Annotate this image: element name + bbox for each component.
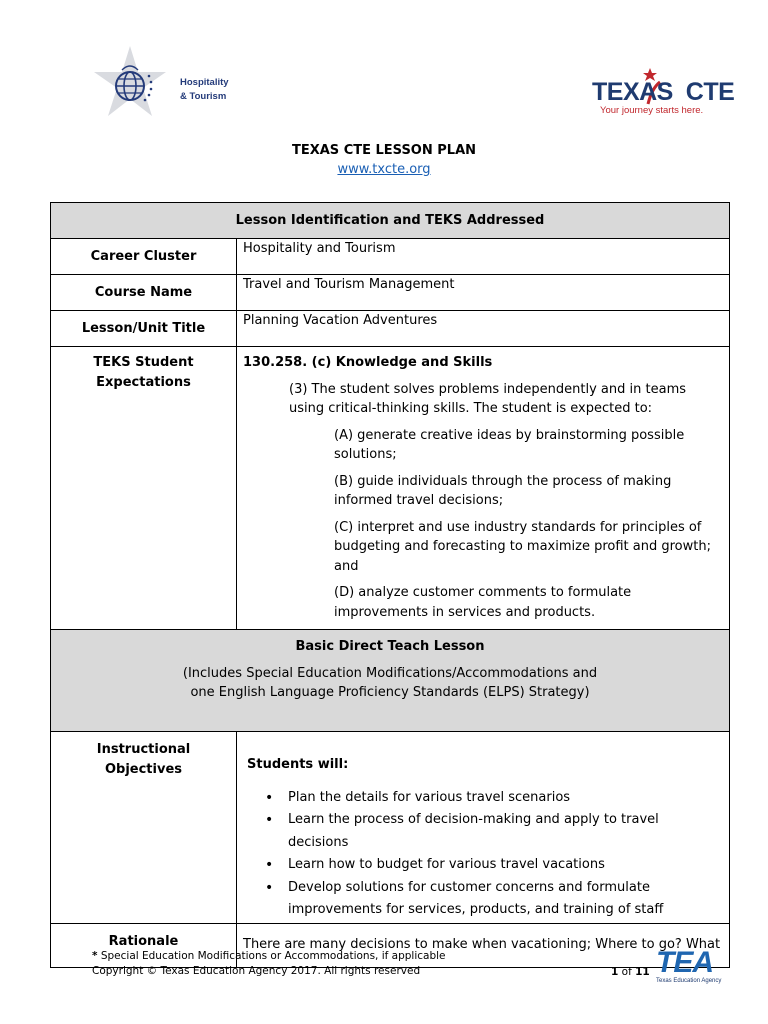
list-item: • Learn the process of decision-making and apply to travel decisions — [288, 809, 723, 854]
section-header-direct-teach — [51, 630, 730, 732]
page-title: TEXAS CTE LESSON PLAN — [291, 143, 477, 158]
objectives-intro: Students will: — [247, 757, 349, 772]
list-item: • Develop solutions for customer concerns and formulate improvements for services, products, and training of staff — [288, 877, 723, 922]
table-row — [51, 311, 730, 347]
table-row — [51, 347, 730, 630]
tea-logo — [656, 948, 722, 988]
list-item: • Plan the details for various travel scenarios — [288, 787, 723, 810]
career-cluster-value: Hospitality and Tourism — [237, 239, 730, 275]
tea-logo-word: TEA — [656, 946, 713, 979]
course-name-value: Travel and Tourism Management — [237, 275, 730, 311]
rationale-value: There are many decisions to make when vacationing; Where to go? What — [237, 923, 730, 967]
lesson-title-value: Planning Vacation Adventures — [237, 311, 730, 347]
page-current: 1 — [611, 966, 619, 978]
footer-note — [92, 950, 446, 962]
lesson-plan-table — [50, 202, 730, 968]
section-subtitle-line2: one English Language Proficiency Standards (ELPS) Strategy) — [190, 685, 590, 700]
hospitality-tourism-logo — [92, 44, 232, 126]
texas-cte-logo — [590, 68, 735, 120]
footer-copyright: Copyright © Texas Education Agency 2017. All rights reserved — [92, 965, 421, 977]
teks-heading: 130.258. (c) Knowledge and Skills — [243, 355, 493, 370]
table-row — [51, 239, 730, 275]
logo-word-texas: TEXAS — [592, 78, 673, 106]
teks-label-line2: Expectations — [96, 374, 191, 390]
list-item: • Learn how to budget for various travel vacations — [288, 854, 723, 877]
page-number — [611, 966, 650, 978]
teks-item-c: (C) interpret and use industry standards for principles of budgeting and forecasting to maximize profit and growth; and — [334, 519, 711, 574]
section-header-row — [51, 203, 730, 239]
website-link[interactable]: www.txcte.org — [337, 162, 431, 177]
teks-item-b: (B) guide individuals through the process of making informed travel decisions; — [334, 473, 672, 508]
logo-tagline: Your journey starts here. — [600, 105, 704, 116]
globe-star-icon — [92, 44, 176, 126]
course-name-label: Course Name — [51, 275, 237, 311]
lesson-title-label: Lesson/Unit Title — [51, 311, 237, 347]
career-cluster-label: Career Cluster — [51, 239, 237, 275]
teks-standard: (3) The student solves problems independently and in teams using critical-thinking skills. The student is expected to: — [289, 381, 687, 416]
table-row — [51, 275, 730, 311]
teks-item-a: (A) generate creative ideas by brainstorming possible solutions; — [334, 427, 685, 462]
objectives-content — [237, 732, 730, 924]
section-subtitle-line1: (Includes Special Education Modifications/Accommodations and — [182, 665, 598, 681]
teks-item-d: (D) analyze customer comments to formulate improvements in services and products. — [334, 585, 632, 620]
footer-asterisk: * — [92, 950, 98, 962]
section-header-identification: Lesson Identification and TEKS Addressed — [51, 203, 730, 239]
page-of: of — [618, 966, 636, 978]
page-total: 11 — [635, 966, 650, 978]
objectives-label: Instructional Objectives — [51, 732, 237, 924]
logo-line-tourism: & Tourism — [180, 91, 227, 102]
teks-label-line1: TEKS Student — [93, 355, 194, 370]
objectives-list — [243, 787, 723, 922]
section-header-row — [51, 630, 730, 732]
footer-note-text: Special Education Modifications or Accommodations, if applicable — [97, 950, 446, 962]
logo-line-hospitality: Hospitality — [180, 77, 229, 88]
teks-content — [237, 347, 730, 630]
tea-logo-subtitle: Texas Education Agency — [656, 978, 722, 984]
rationale-label: Rationale — [51, 923, 237, 967]
teks-label — [51, 347, 237, 630]
section-title-direct-teach: Basic Direct Teach Lesson — [295, 639, 485, 654]
logo-word-cte: CTE — [685, 78, 735, 106]
table-row — [51, 732, 730, 924]
